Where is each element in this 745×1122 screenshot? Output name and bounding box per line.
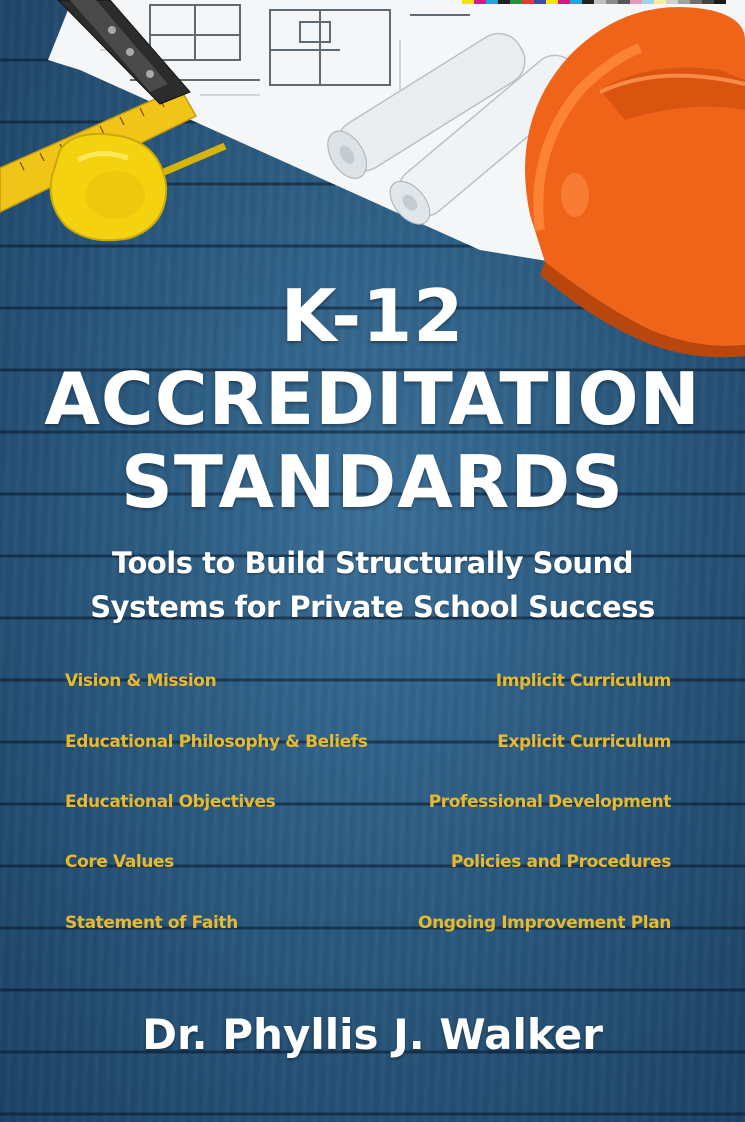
book-title	[0, 275, 745, 524]
topic-professional-development: Professional Development	[428, 792, 671, 812]
topic-explicit-curriculum: Explicit Curriculum	[497, 732, 671, 752]
topic-policies-procedures: Policies and Procedures	[450, 852, 671, 872]
color-bar-icon	[462, 0, 726, 4]
topic-core-values: Core Values	[65, 852, 174, 872]
subtitle-line-2: Systems for Private School Success	[90, 590, 655, 624]
book-subtitle	[0, 541, 745, 629]
tape-measure-icon	[51, 134, 225, 240]
topic-educational-objectives: Educational Objectives	[65, 792, 276, 812]
title-line-3: STANDARDS	[121, 440, 624, 524]
topic-educational-philosophy: Educational Philosophy & Beliefs	[65, 732, 368, 752]
topic-statement-of-faith: Statement of Faith	[65, 913, 238, 933]
title-line-2: ACCREDITATION	[44, 357, 701, 441]
topic-vision-mission: Vision & Mission	[65, 671, 217, 691]
topic-implicit-curriculum: Implicit Curriculum	[495, 671, 671, 691]
author-name: Dr. Phyllis J. Walker	[142, 1010, 603, 1059]
topic-ongoing-improvement-plan: Ongoing Improvement Plan	[418, 913, 671, 933]
title-line-1: K-12	[280, 274, 465, 358]
subtitle-line-1: Tools to Build Structurally Sound	[112, 546, 633, 580]
